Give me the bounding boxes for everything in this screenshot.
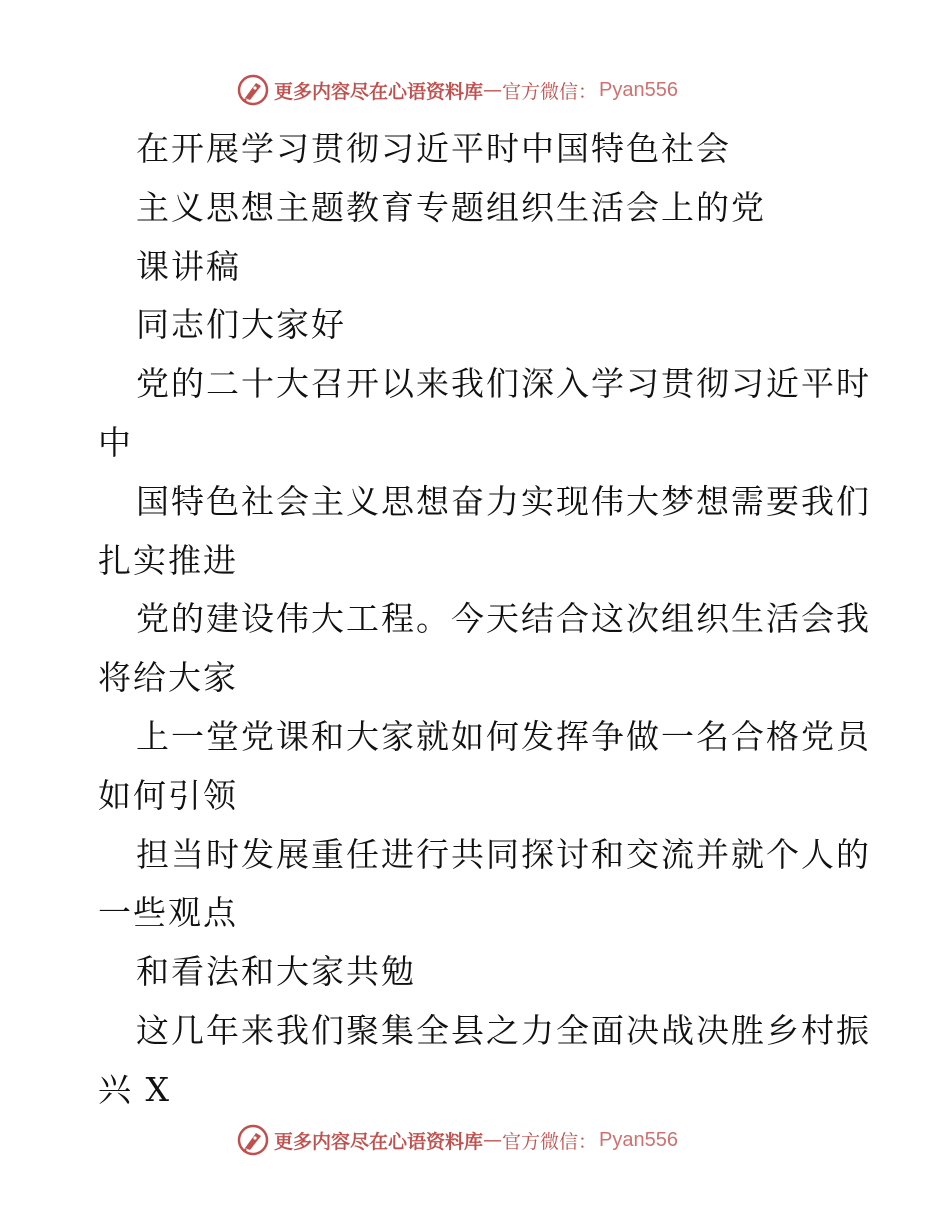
watermark-contact-label: 官方微信：: [502, 1130, 598, 1153]
watermark-dash: —: [483, 79, 503, 101]
text-line: 中: [98, 422, 133, 462]
watermark-dash: —: [483, 1129, 503, 1151]
footer-watermark: [236, 1122, 678, 1158]
text-line: 课讲稿: [136, 246, 241, 286]
text-line: 这几年来我们聚集全县之力全面决战决胜乡村振: [136, 1010, 871, 1050]
text-line: 党的建设伟大工程。今天结合这次组织生活会我: [136, 599, 871, 639]
watermark-brand: 更多内容尽在心语资料库: [274, 80, 484, 103]
text-line: 一些观点: [98, 893, 238, 933]
watermark-contact-label: 官方微信：: [502, 80, 598, 103]
text-line: 党的二十大召开以来我们深入学习贯彻习近平时: [136, 364, 871, 404]
text-line: 同志们大家好: [136, 305, 346, 345]
pen-nib-logo-icon: [236, 1123, 270, 1157]
document-body: [98, 120, 871, 1120]
text-line: 兴 X: [98, 1069, 171, 1109]
text-line: 在开展学习贯彻习近平时中国特色社会: [136, 129, 731, 168]
text-line: 和看法和大家共勉: [136, 952, 416, 992]
text-line: 将给大家: [98, 658, 238, 698]
text-line: 扎实推进: [98, 540, 238, 580]
text-line: 如何引领: [98, 775, 238, 815]
text-line: 担当时发展重任进行共同探讨和交流并就个人的: [136, 834, 871, 874]
pen-nib-logo-icon: [236, 73, 270, 107]
header-watermark: [236, 72, 678, 108]
watermark-contact-id: Pyan556: [599, 78, 678, 101]
watermark-contact-id: Pyan556: [599, 1128, 678, 1151]
text-line: 上一堂党课和大家就如何发挥争做一名合格党员: [136, 716, 871, 756]
watermark-brand: 更多内容尽在心语资料库: [274, 1130, 484, 1153]
text-line: 国特色社会主义思想奋力实现伟大梦想需要我们: [136, 481, 871, 521]
text-line: 主义思想主题教育专题组织生活会上的党: [136, 187, 766, 227]
